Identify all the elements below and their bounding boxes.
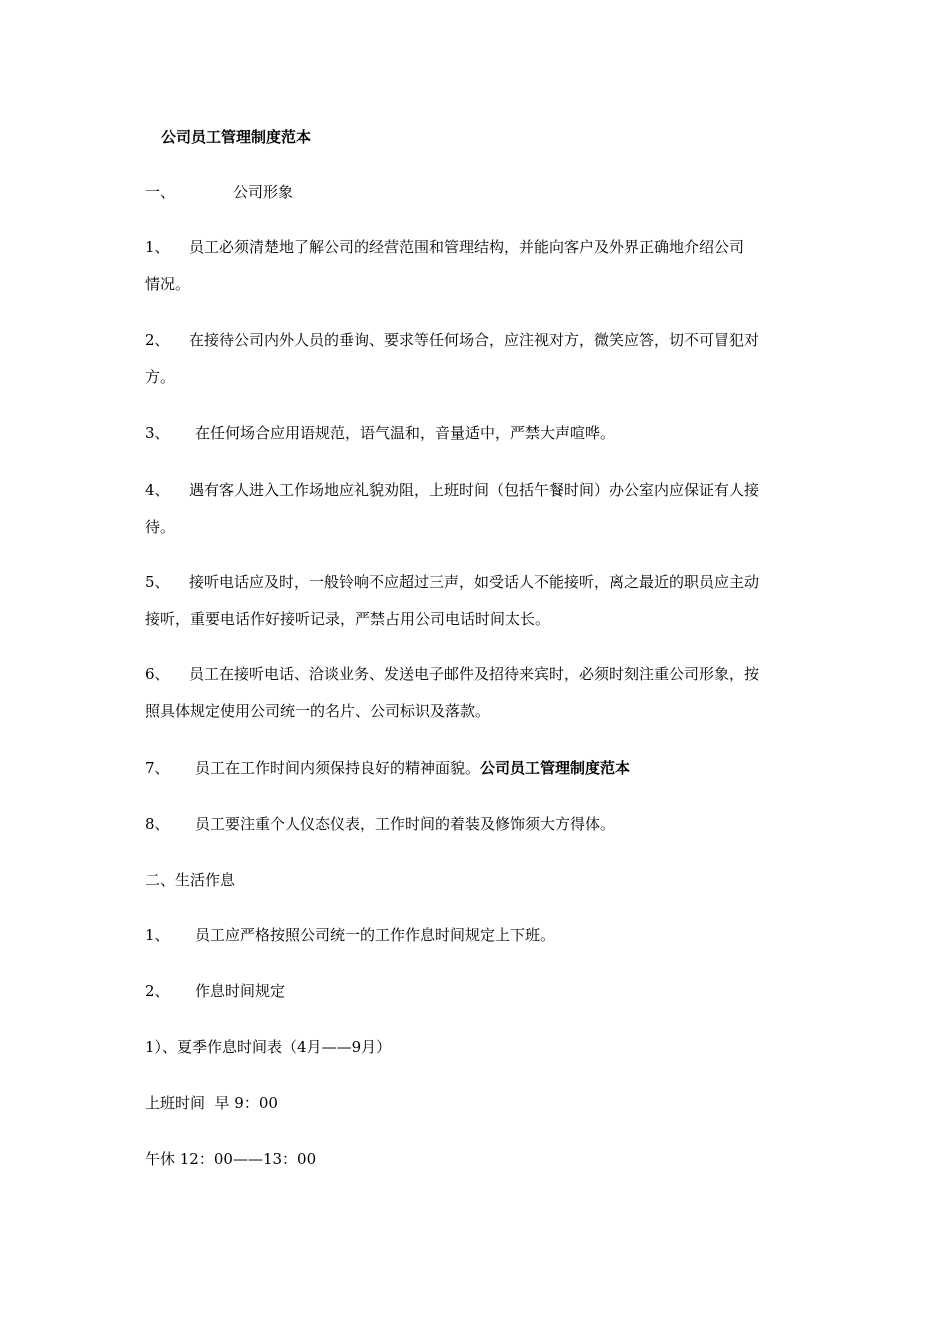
- section1-item-3: [145, 415, 810, 452]
- item-text-line1: 员工应严格按照公司统一的工作作息时间规定上下班。: [195, 926, 556, 944]
- item-text-line1: 在任何场合应用语规范，语气温和，音量适中，严禁大声喧哗。: [195, 424, 616, 442]
- item-number: 2、: [145, 982, 170, 1000]
- section2-heading: 二、生活作息: [145, 871, 236, 889]
- section1-item-6: [145, 656, 810, 730]
- section1-item-5: [145, 564, 810, 638]
- item-number: 5、: [145, 573, 170, 591]
- section1-item-7: [145, 750, 810, 787]
- item-text-line1: 遇有客人进入工作场地应礼貌劝阻，上班时间（包括午餐时间）办公室内应保证有人接: [189, 481, 760, 499]
- item-text-line2: 方。: [145, 368, 176, 386]
- item-text-line1: 接听电话应及时，一般铃响不应超过三声，如受话人不能接听，离之最近的职员应主动: [189, 573, 760, 591]
- section1-item-1: [145, 229, 810, 303]
- item-number: 2、: [145, 331, 170, 349]
- section2-item-2: [145, 973, 810, 1010]
- item-number: 1、: [145, 926, 170, 944]
- item-number: 8、: [145, 815, 170, 833]
- item-text-line2: 接听，重要电话作好接听记录，严禁占用公司电话时间太长。: [145, 610, 551, 628]
- item-text-line1: 员工必须清楚地了解公司的经营范围和管理结构，并能向客户及外界正确地介绍公司: [189, 238, 745, 256]
- section1-item-4: [145, 472, 810, 546]
- section1-item-2: [145, 322, 810, 396]
- document-title: 公司员工管理制度范本: [161, 128, 312, 146]
- lunch-break-time: 午休 12：00——13：00: [145, 1150, 317, 1168]
- item-text-line2: 照具体规定使用公司统一的名片、公司标识及落款。: [145, 702, 491, 720]
- item-number: 1、: [145, 238, 170, 256]
- section1-item-8: [145, 806, 810, 843]
- item-text-line1: 员工在工作时间内须保持良好的精神面貌。: [195, 759, 481, 777]
- section1-heading: [145, 183, 293, 201]
- item-text-line2: 情况。: [145, 275, 191, 293]
- summer-schedule-heading: 1）、夏季作息时间表（4月——9月）: [145, 1038, 392, 1056]
- section1-number: 一、: [145, 183, 176, 201]
- work-start-time: 上班时间 早 9：00: [145, 1094, 278, 1112]
- section1-heading-text: 公司形象: [233, 183, 294, 201]
- item-text-line1: 作息时间规定: [195, 982, 286, 1000]
- item-number: 4、: [145, 481, 170, 499]
- item-text-line2: 待。: [145, 518, 176, 536]
- item-text-line1: 员工在接听电话、洽谈业务、发送电子邮件及招待来宾时，必须时刻注重公司形象，按: [189, 665, 760, 683]
- item-text-line1: 员工要注重个人仪态仪表，工作时间的着装及修饰须大方得体。: [195, 815, 616, 833]
- item-number: 7、: [145, 759, 170, 777]
- item-number: 3、: [145, 424, 170, 442]
- section2-item-1: [145, 917, 810, 954]
- item-text-line1: 在接待公司内外人员的垂询、要求等任何场合，应注视对方，微笑应答，切不可冒犯对: [189, 331, 760, 349]
- item-number: 6、: [145, 665, 170, 683]
- repeated-title-bold: 公司员工管理制度范本: [480, 759, 631, 777]
